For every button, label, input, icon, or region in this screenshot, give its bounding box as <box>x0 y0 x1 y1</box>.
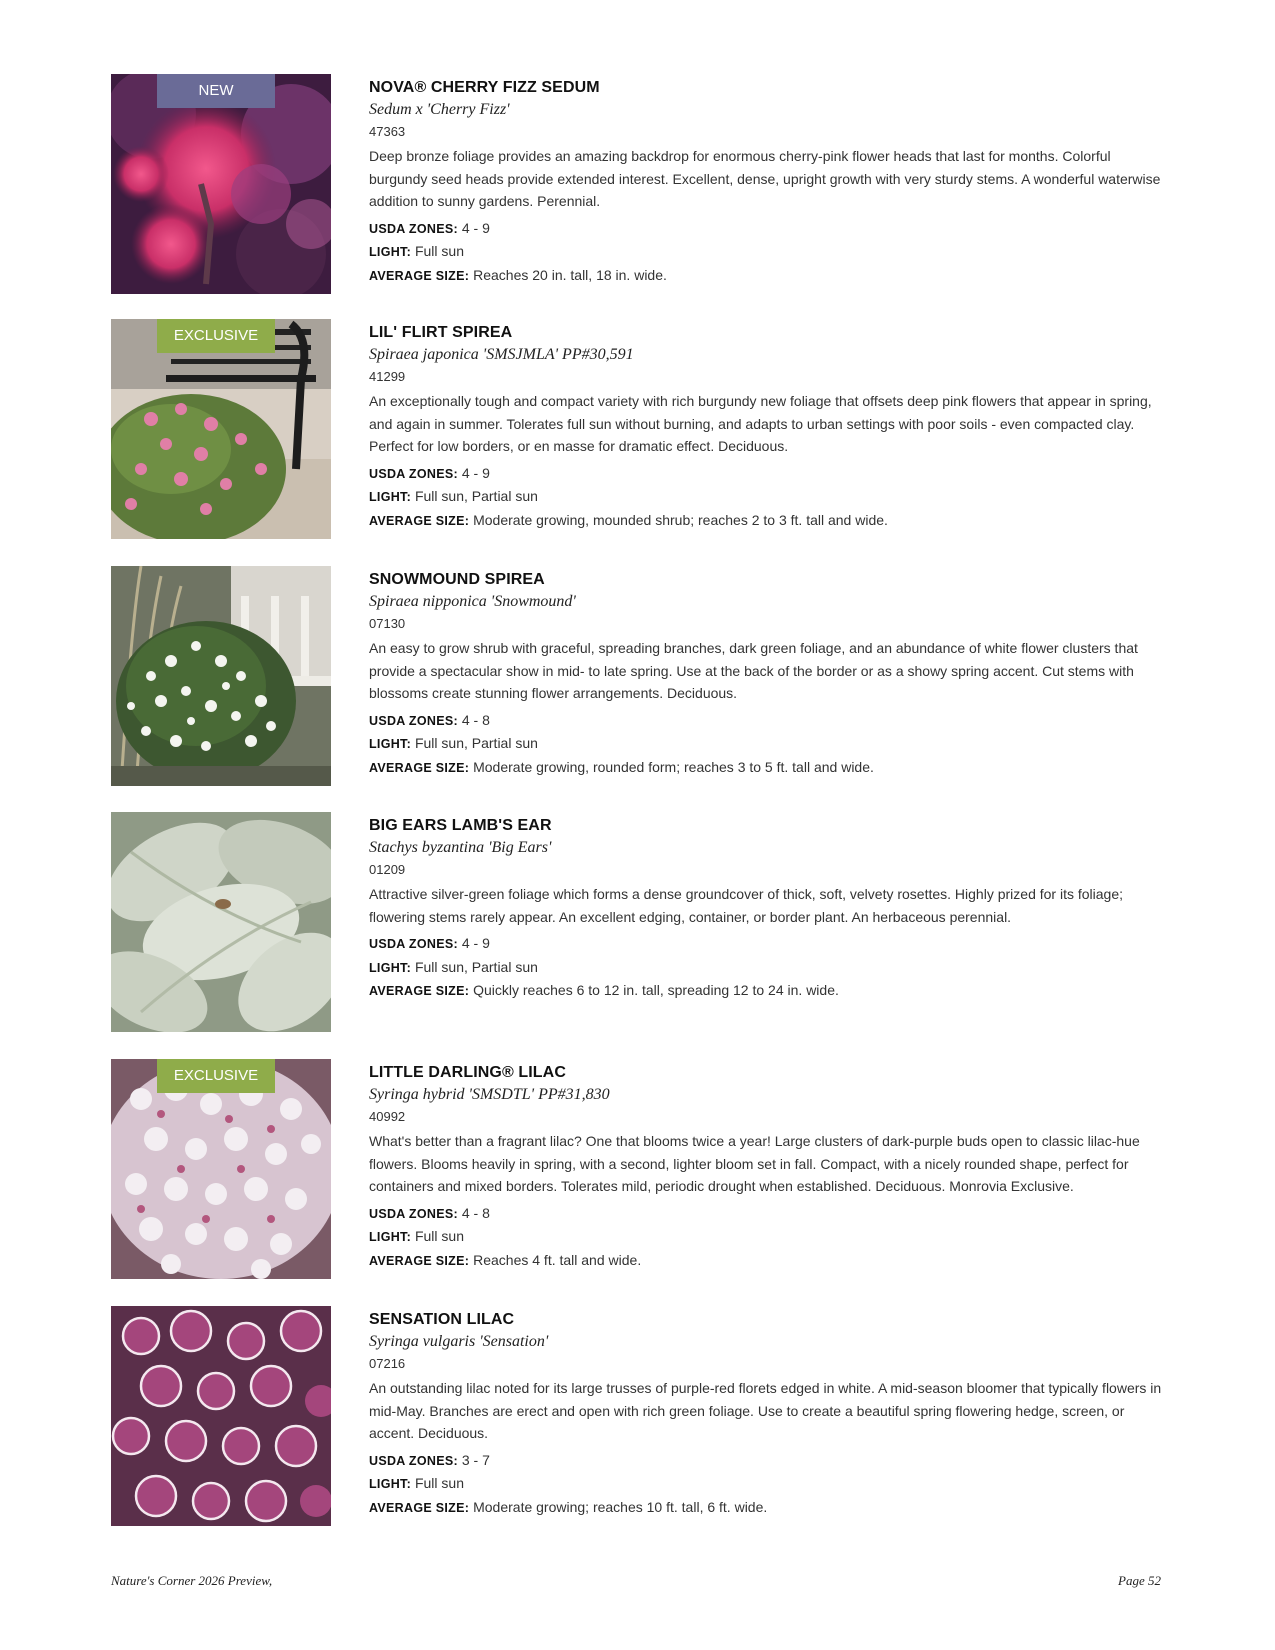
average-size: AVERAGE SIZE: Moderate growing, mounded shrub; reaches 2 to 3 ft. tall and wide. <box>369 511 888 528</box>
plant-name: BIG EARS LAMB'S EAR <box>369 817 552 834</box>
average-size: AVERAGE SIZE: Moderate growing, rounded form; reaches 3 to 5 ft. tall and wide. <box>369 758 874 775</box>
usda-zones: USDA ZONES: 3 - 7 <box>369 1451 490 1468</box>
plant-name: SENSATION LILAC <box>369 1311 515 1328</box>
average-size: AVERAGE SIZE: Reaches 20 in. tall, 18 in. wide. <box>369 266 667 283</box>
usda-zones: USDA ZONES: 4 - 9 <box>369 219 490 236</box>
botanical-name: Spiraea nipponica 'Snowmound' <box>369 593 576 610</box>
item-code: 41299 <box>369 369 406 384</box>
item-code: 01209 <box>369 862 406 877</box>
botanical-name: Syringa vulgaris 'Sensation' <box>369 1333 549 1350</box>
light: LIGHT: Full sun, Partial sun <box>369 958 538 975</box>
usda-zones: USDA ZONES: 4 - 9 <box>369 935 490 952</box>
botanical-name: Stachys byzantina 'Big Ears' <box>369 839 552 856</box>
plant-photo <box>111 812 331 1032</box>
badge: EXCLUSIVE <box>157 319 275 353</box>
average-size: AVERAGE SIZE: Moderate growing; reaches 10 ft. tall, 6 ft. wide. <box>369 1498 768 1515</box>
plant-name: LIL' FLIRT SPIREA <box>369 324 513 341</box>
light: LIGHT: Full sun <box>369 1228 464 1245</box>
light: LIGHT: Full sun <box>369 1475 464 1492</box>
plant-name: LITTLE DARLING® LILAC <box>369 1064 566 1081</box>
light: LIGHT: Full sun, Partial sun <box>369 488 538 505</box>
plant-name: NOVA® CHERRY FIZZ SEDUM <box>369 79 600 96</box>
plant-name: SNOWMOUND SPIREA <box>369 571 545 588</box>
badge: NEW <box>157 74 275 108</box>
average-size: AVERAGE SIZE: Quickly reaches 6 to 12 in. tall, spreading 12 to 24 in. wide. <box>369 982 839 999</box>
badge: EXCLUSIVE <box>157 1059 275 1093</box>
item-code: 40992 <box>369 1109 406 1124</box>
light: LIGHT: Full sun, Partial sun <box>369 735 538 752</box>
usda-zones: USDA ZONES: 4 - 8 <box>369 711 490 728</box>
footer-title: Nature's Corner 2026 Preview, <box>111 1573 273 1588</box>
item-code: 47363 <box>369 124 406 139</box>
plant-description: An outstanding lilac noted for its large trusses of purple-red florets edged in white. A mid-season bloomer that typically flowers in mid-May. Branches are erect and open with rich green foliage. Use to create a beautiful spring flowering hedge, screen, or accent. Deciduous. <box>369 1380 1162 1442</box>
average-size: AVERAGE SIZE: Reaches 4 ft. tall and wide. <box>369 1251 642 1268</box>
botanical-name: Spiraea japonica 'SMSJMLA' PP#30,591 <box>369 346 634 363</box>
item-code: 07216 <box>369 1356 406 1371</box>
plant-photo <box>111 566 331 786</box>
plant-description: An easy to grow shrub with graceful, spreading branches, dark green foliage, and an abundance of white flower clusters that provide a spectacular show in mid- to late spring. Use at the back of the border or as a showy spring accent. Cut stems with blossoms create stunning flower arrangements. Deciduous. <box>369 640 1138 702</box>
usda-zones: USDA ZONES: 4 - 8 <box>369 1204 490 1221</box>
plant-photo <box>111 1306 331 1526</box>
page-number: Page 52 <box>1118 1573 1161 1588</box>
light: LIGHT: Full sun <box>369 243 464 260</box>
botanical-name: Sedum x 'Cherry Fizz' <box>369 101 510 118</box>
plant-description: Attractive silver-green foliage which forms a dense groundcover of thick, soft, velvety rosettes. Highly prized for its foliage; flowering stems rarely appear. An excellent edging, container, or border plant. An herbaceous perennial. <box>369 886 1124 925</box>
botanical-name: Syringa hybrid 'SMSDTL' PP#31,830 <box>369 1086 610 1103</box>
plant-description: An exceptionally tough and compact variety with rich burgundy new foliage that offsets deep pink flowers that appear in spring, and again in summer. Tolerates full sun without burning, and adapts to urban settings with poor soils - even compacted clay. Perfect for low borders, or en masse for dramatic effect. Deciduous. <box>369 393 1152 455</box>
usda-zones: USDA ZONES: 4 - 9 <box>369 464 490 481</box>
plant-description: Deep bronze foliage provides an amazing backdrop for enormous cherry-pink flower heads that last for months. Colorful burgundy seed heads provide extended interest. Excellent, dense, upright growth with very sturdy stems. A wonderful waterwise addition to sunny gardens. Perennial. <box>369 148 1161 210</box>
item-code: 07130 <box>369 616 406 631</box>
plant-description: What's better than a fragrant lilac? One that blooms twice a year! Large clusters of dark-purple buds open to classic lilac-hue flowers. Blooms heavily in spring, with a second, lighter bloom set in fall. Compact, with a nicely rounded shape, perfect for containers and mixed borders. Tolerates mild, periodic drought when established. Deciduous. Monrovia Exclusive. <box>369 1133 1140 1195</box>
